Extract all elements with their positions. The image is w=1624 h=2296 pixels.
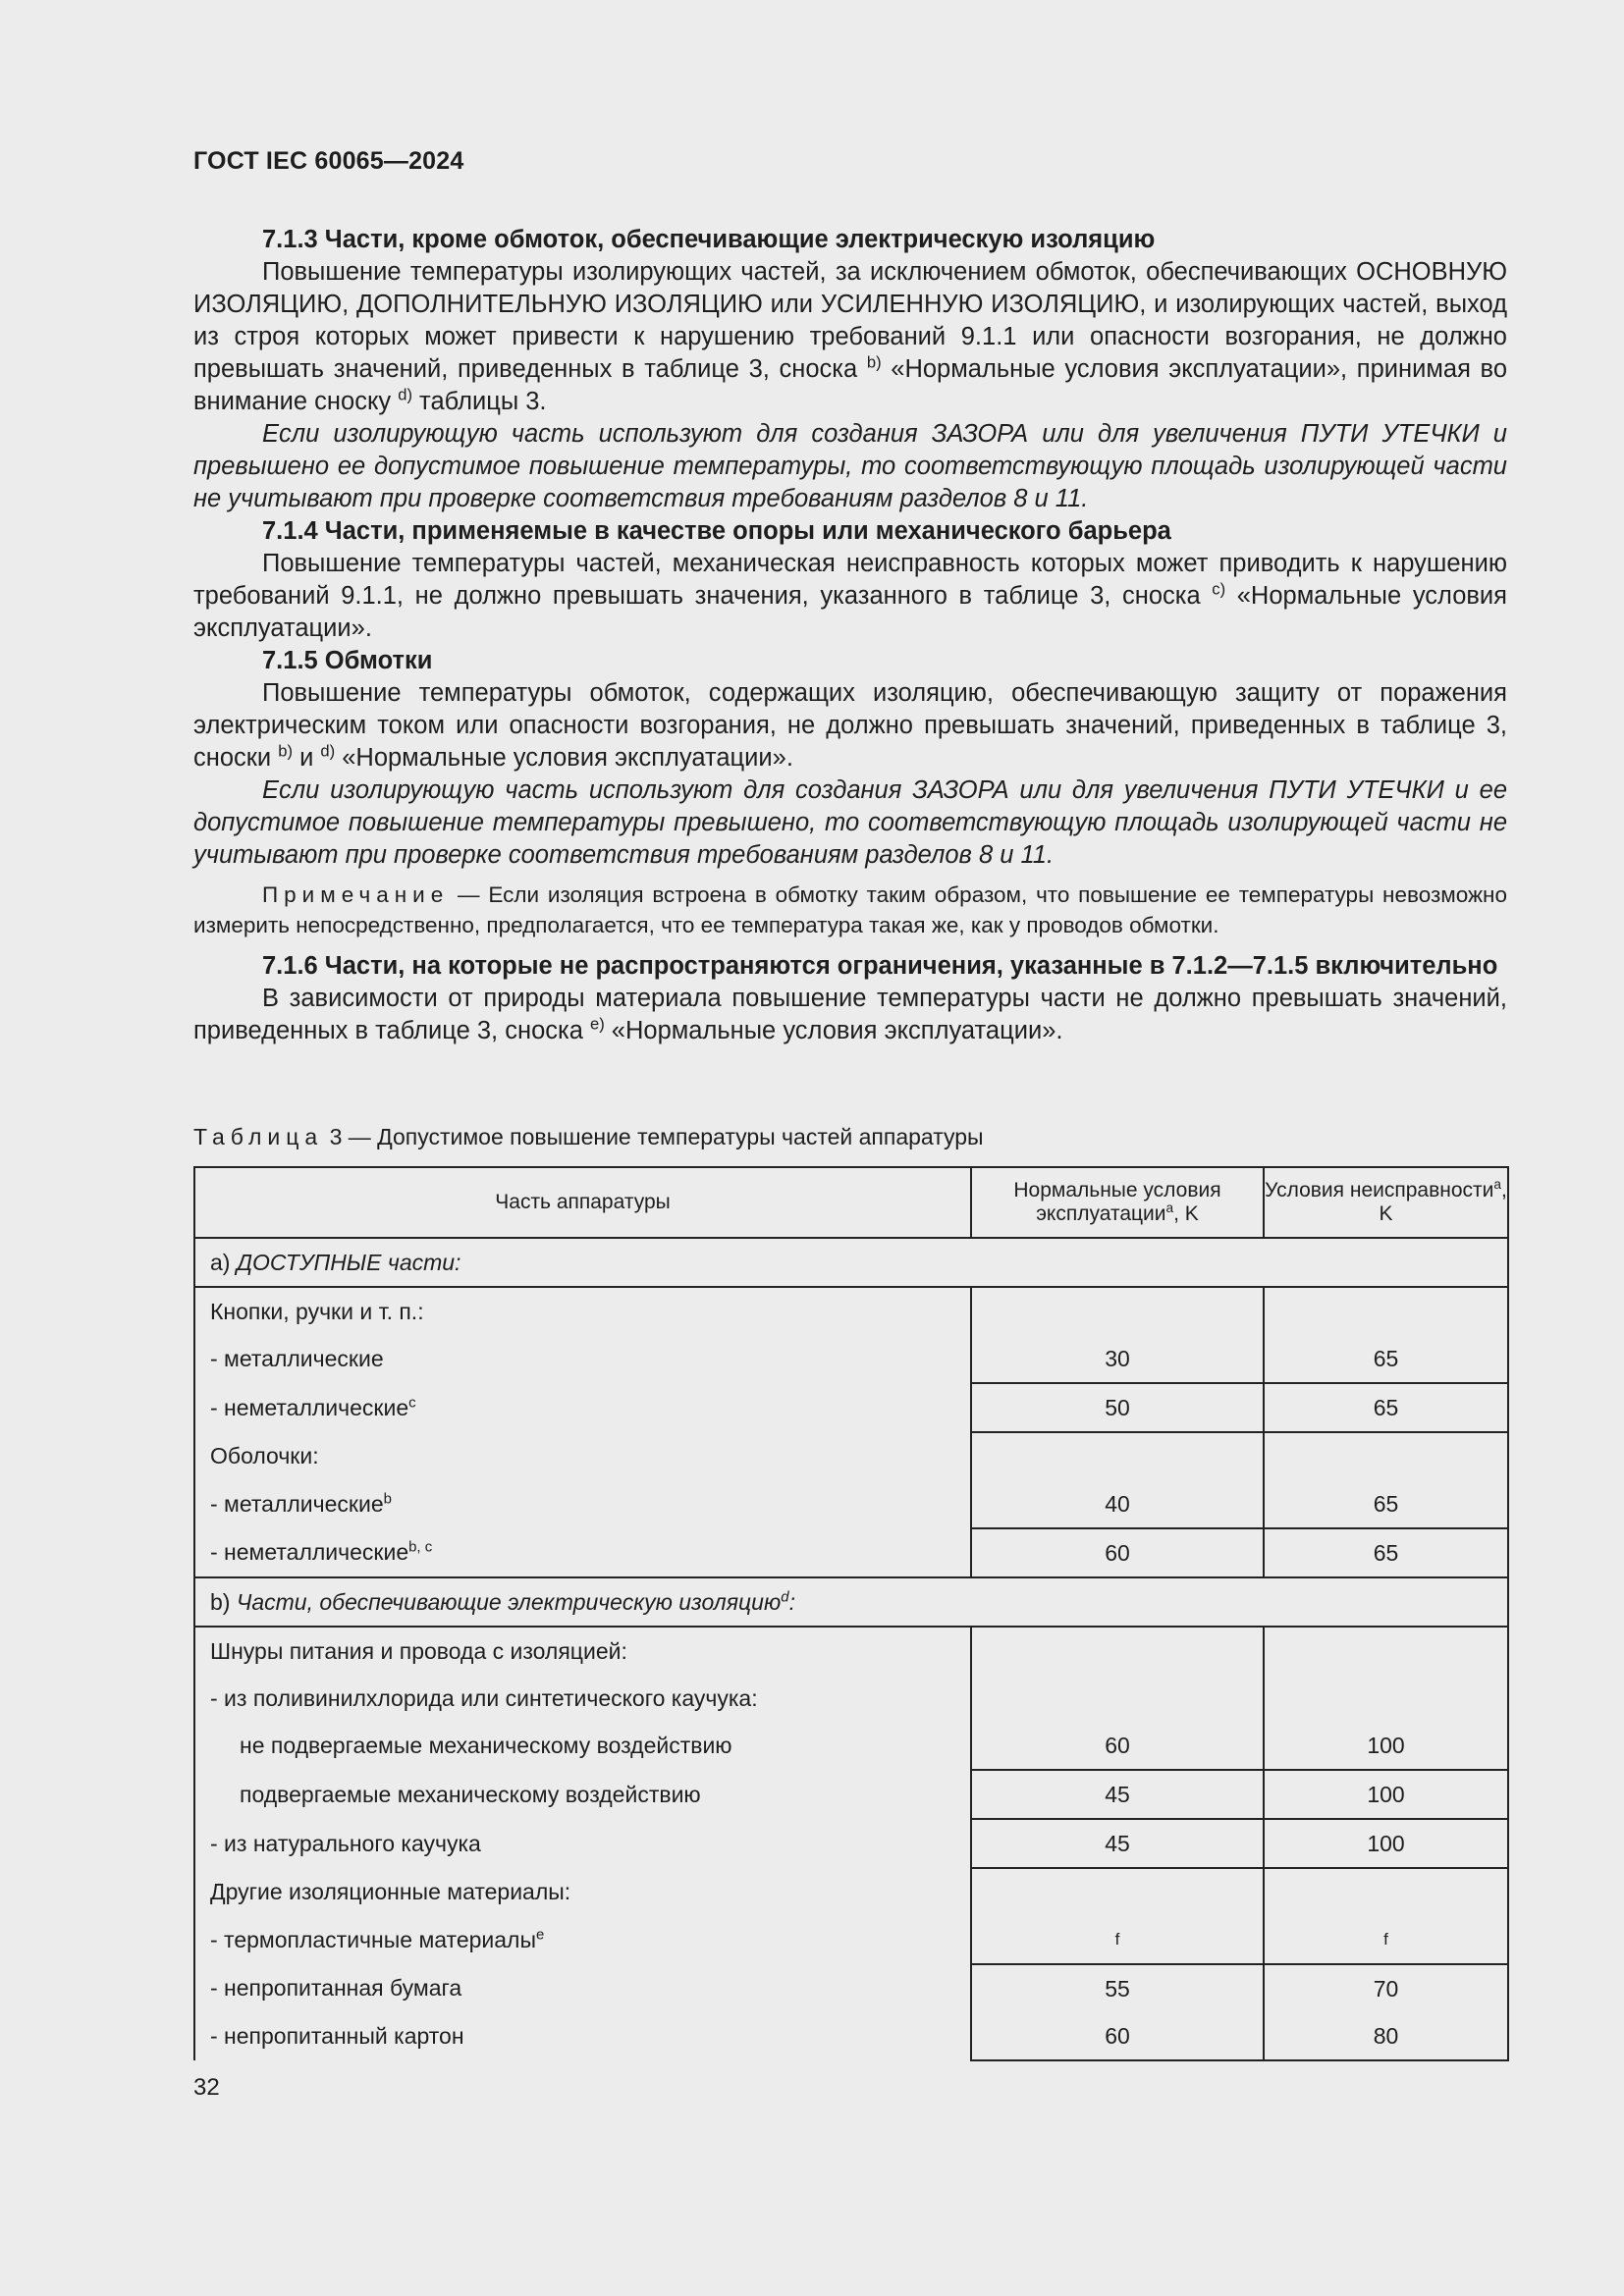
section-7-1-5-paragraph: Повышение температуры обмоток, содержащих изоляцию, обеспечивающую защиту от поражения электрическим током или опасности возгорания, не должно превышать значений, приведенных в таблице 3, сноски $^{b)}$ и $^{d)}$ «Нормальные условия эксплуатации».: [193, 679, 1507, 772]
table-row: - неметаллические$^c$ 50 65: [194, 1383, 1508, 1432]
note-label: Примечание: [262, 882, 450, 907]
table-row: - металлические$^b$ 40 65: [194, 1480, 1508, 1528]
section-7-1-5-heading: 7.1.5 Обмотки: [262, 647, 433, 674]
section-7-1-5-italic-paragraph: Если изолирующую часть используют для создания ЗАЗОРА или для увеличения ПУТИ УТЕЧКИ и ее допустимое повышение температуры превышено, то соответствующую площадь изолирующей части не учитывают при проверке соответствия требованиям разделов 8 и 11.: [193, 776, 1507, 869]
section-7-1-6-paragraph: В зависимости от природы материала повышение температуры части не должно превышать значений, приведенных в таблице 3, сноска $^{e)}$ «Нормальные условия эксплуатации».: [193, 985, 1507, 1044]
col-header-part: Часть аппаратуры: [194, 1167, 971, 1238]
page-number: 32: [193, 2074, 220, 2101]
section-7-1-6-heading: 7.1.6 Части, на которые не распространяются ограничения, указанные в 7.1.2—7.1.5 включительно: [262, 952, 1498, 980]
table-row: Оболочки:: [194, 1432, 1508, 1480]
table-row: подвергаемые механическому воздействию 45 100: [194, 1770, 1508, 1819]
table-row: - термопластичные материалы$^e$ f f: [194, 1916, 1508, 1964]
col-header-fault: Условия неисправности$^a$, K: [1264, 1167, 1508, 1238]
table-row: Кнопки, ручки и т. п.:: [194, 1287, 1508, 1335]
table-row: Другие изоляционные материалы:: [194, 1868, 1508, 1916]
temperature-table: [193, 1166, 1509, 2061]
table-row: - неметаллические$^{b, c}$ 60 65: [194, 1528, 1508, 1577]
body-text: [193, 224, 1507, 1047]
col-header-normal: Нормальные условия эксплуатации$^a$, K: [971, 1167, 1264, 1238]
table-row: - металлические 30 65: [194, 1335, 1508, 1383]
section-7-1-3-heading: 7.1.3 Части, кроме обмоток, обеспечивающие электрическую изоляцию: [262, 226, 1156, 253]
table-row: - непропитанная бумага 55 70: [194, 1964, 1508, 2012]
table-section-row: b) Части, обеспечивающие электрическую изоляцию$^d$:: [194, 1577, 1508, 1627]
section-7-1-4-paragraph: Повышение температуры частей, механическая неисправность которых может приводить к нарушению требований 9.1.1, не должно превышать значения, указанного в таблице 3, сноска $^{c)}$ «Нормальные условия эксплуатации».: [193, 550, 1507, 642]
table-row: - из поливинилхлорида или синтетического каучука:: [194, 1675, 1508, 1722]
table-caption: Таблица 3 — Допустимое повышение температуры частей аппаратуры: [193, 1124, 984, 1149]
table-row: - из натурального каучука 45 100: [194, 1819, 1508, 1868]
table-header-row: [194, 1167, 1508, 1238]
table-row: не подвергаемые механическому воздействию 60 100: [194, 1722, 1508, 1770]
document-header: ГОСТ IEC 60065—2024: [193, 147, 464, 175]
section-7-1-3-italic-paragraph: Если изолирующую часть используют для создания ЗАЗОРА или для увеличения ПУТИ УТЕЧКИ и превышено ее допустимое повышение температуры, то соответствующую площадь изолирующей части не учитывают при проверке соответствия требованиям разделов 8 и 11.: [193, 420, 1507, 512]
section-7-1-4-heading: 7.1.4 Части, применяемые в качестве опоры или механического барьера: [262, 517, 1171, 545]
note: Примечание — Если изоляция встроена в обмотку таким образом, что повышение ее температуры невозможно измерить непосредственно, предполагается, что ее температура такая же, как у проводов обмотки.: [193, 882, 1507, 937]
table-row: Шнуры питания и провода с изоляцией:: [194, 1627, 1508, 1675]
table-row: - непропитанный картон 60 80: [194, 2012, 1508, 2060]
section-7-1-3-paragraph: Повышение температуры изолирующих частей, за исключением обмоток, обеспечивающих ОСНОВНУЮ ИЗОЛЯЦИЮ, ДОПОЛНИТЕЛЬНУЮ ИЗОЛЯЦИЮ или УСИЛЕННУЮ ИЗОЛЯЦИЮ, и изолирующих частей, выход из строя которых может привести к нарушению требований 9.1.1 или опасности возгорания, не должно превышать значений, приведенных в таблице 3, сноска $^{b)}$ «Нормальные условия эксплуатации», принимая во внимание сноску $^{d)}$ таблицы 3.: [193, 258, 1507, 415]
table-section-row: a) ДОСТУПНЫЕ части:: [194, 1238, 1508, 1287]
